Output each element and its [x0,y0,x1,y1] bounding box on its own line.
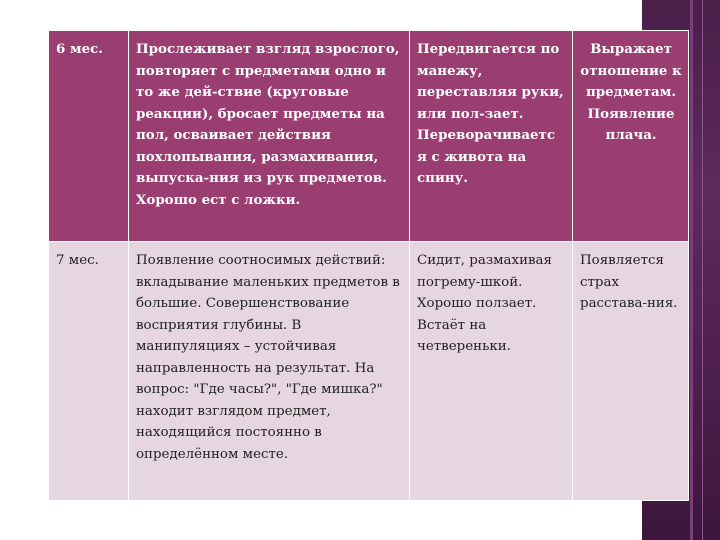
sensory-cell: Прослеживает взгляд взрослого, повторяет с предметами одно и то же дей-ствие (круговые реакции), бросает предметы на пол, осваивает действия похлопывания, размахивания, выпуска-ния из рук предметов. Хорошо ест с ложки. [129,31,410,242]
emotional-cell: Появляется страх расстава-ния. [573,242,689,501]
motor-cell: Сидит, размахивая погрему-шкой. Хорошо ползает. Встаёт на четвереньки. [410,242,573,501]
decorative-stripe [690,0,693,540]
decorative-stripe-thin [702,0,703,540]
development-table [48,30,689,501]
table-row [49,242,689,501]
sensory-cell: Появление соотносимых действий: вкладывание маленьких предметов в большие. Совершенствование восприятия глубины. В манипуляциях – устойчивая направленность на результат. На вопрос: "Где часы?", "Где мишка?" находит взглядом предмет, находящийся постоянно в определённом месте. [129,242,410,501]
motor-cell: Передвигается по манежу, переставляя руки, или пол-зает. Переворачиваетс я с живота на спину. [410,31,573,242]
emotional-cell: Выражает отношение к предметам. Появление плача. [573,31,689,242]
table-row [49,31,689,242]
age-cell: 6 мес. [49,31,129,242]
age-cell: 7 мес. [49,242,129,501]
